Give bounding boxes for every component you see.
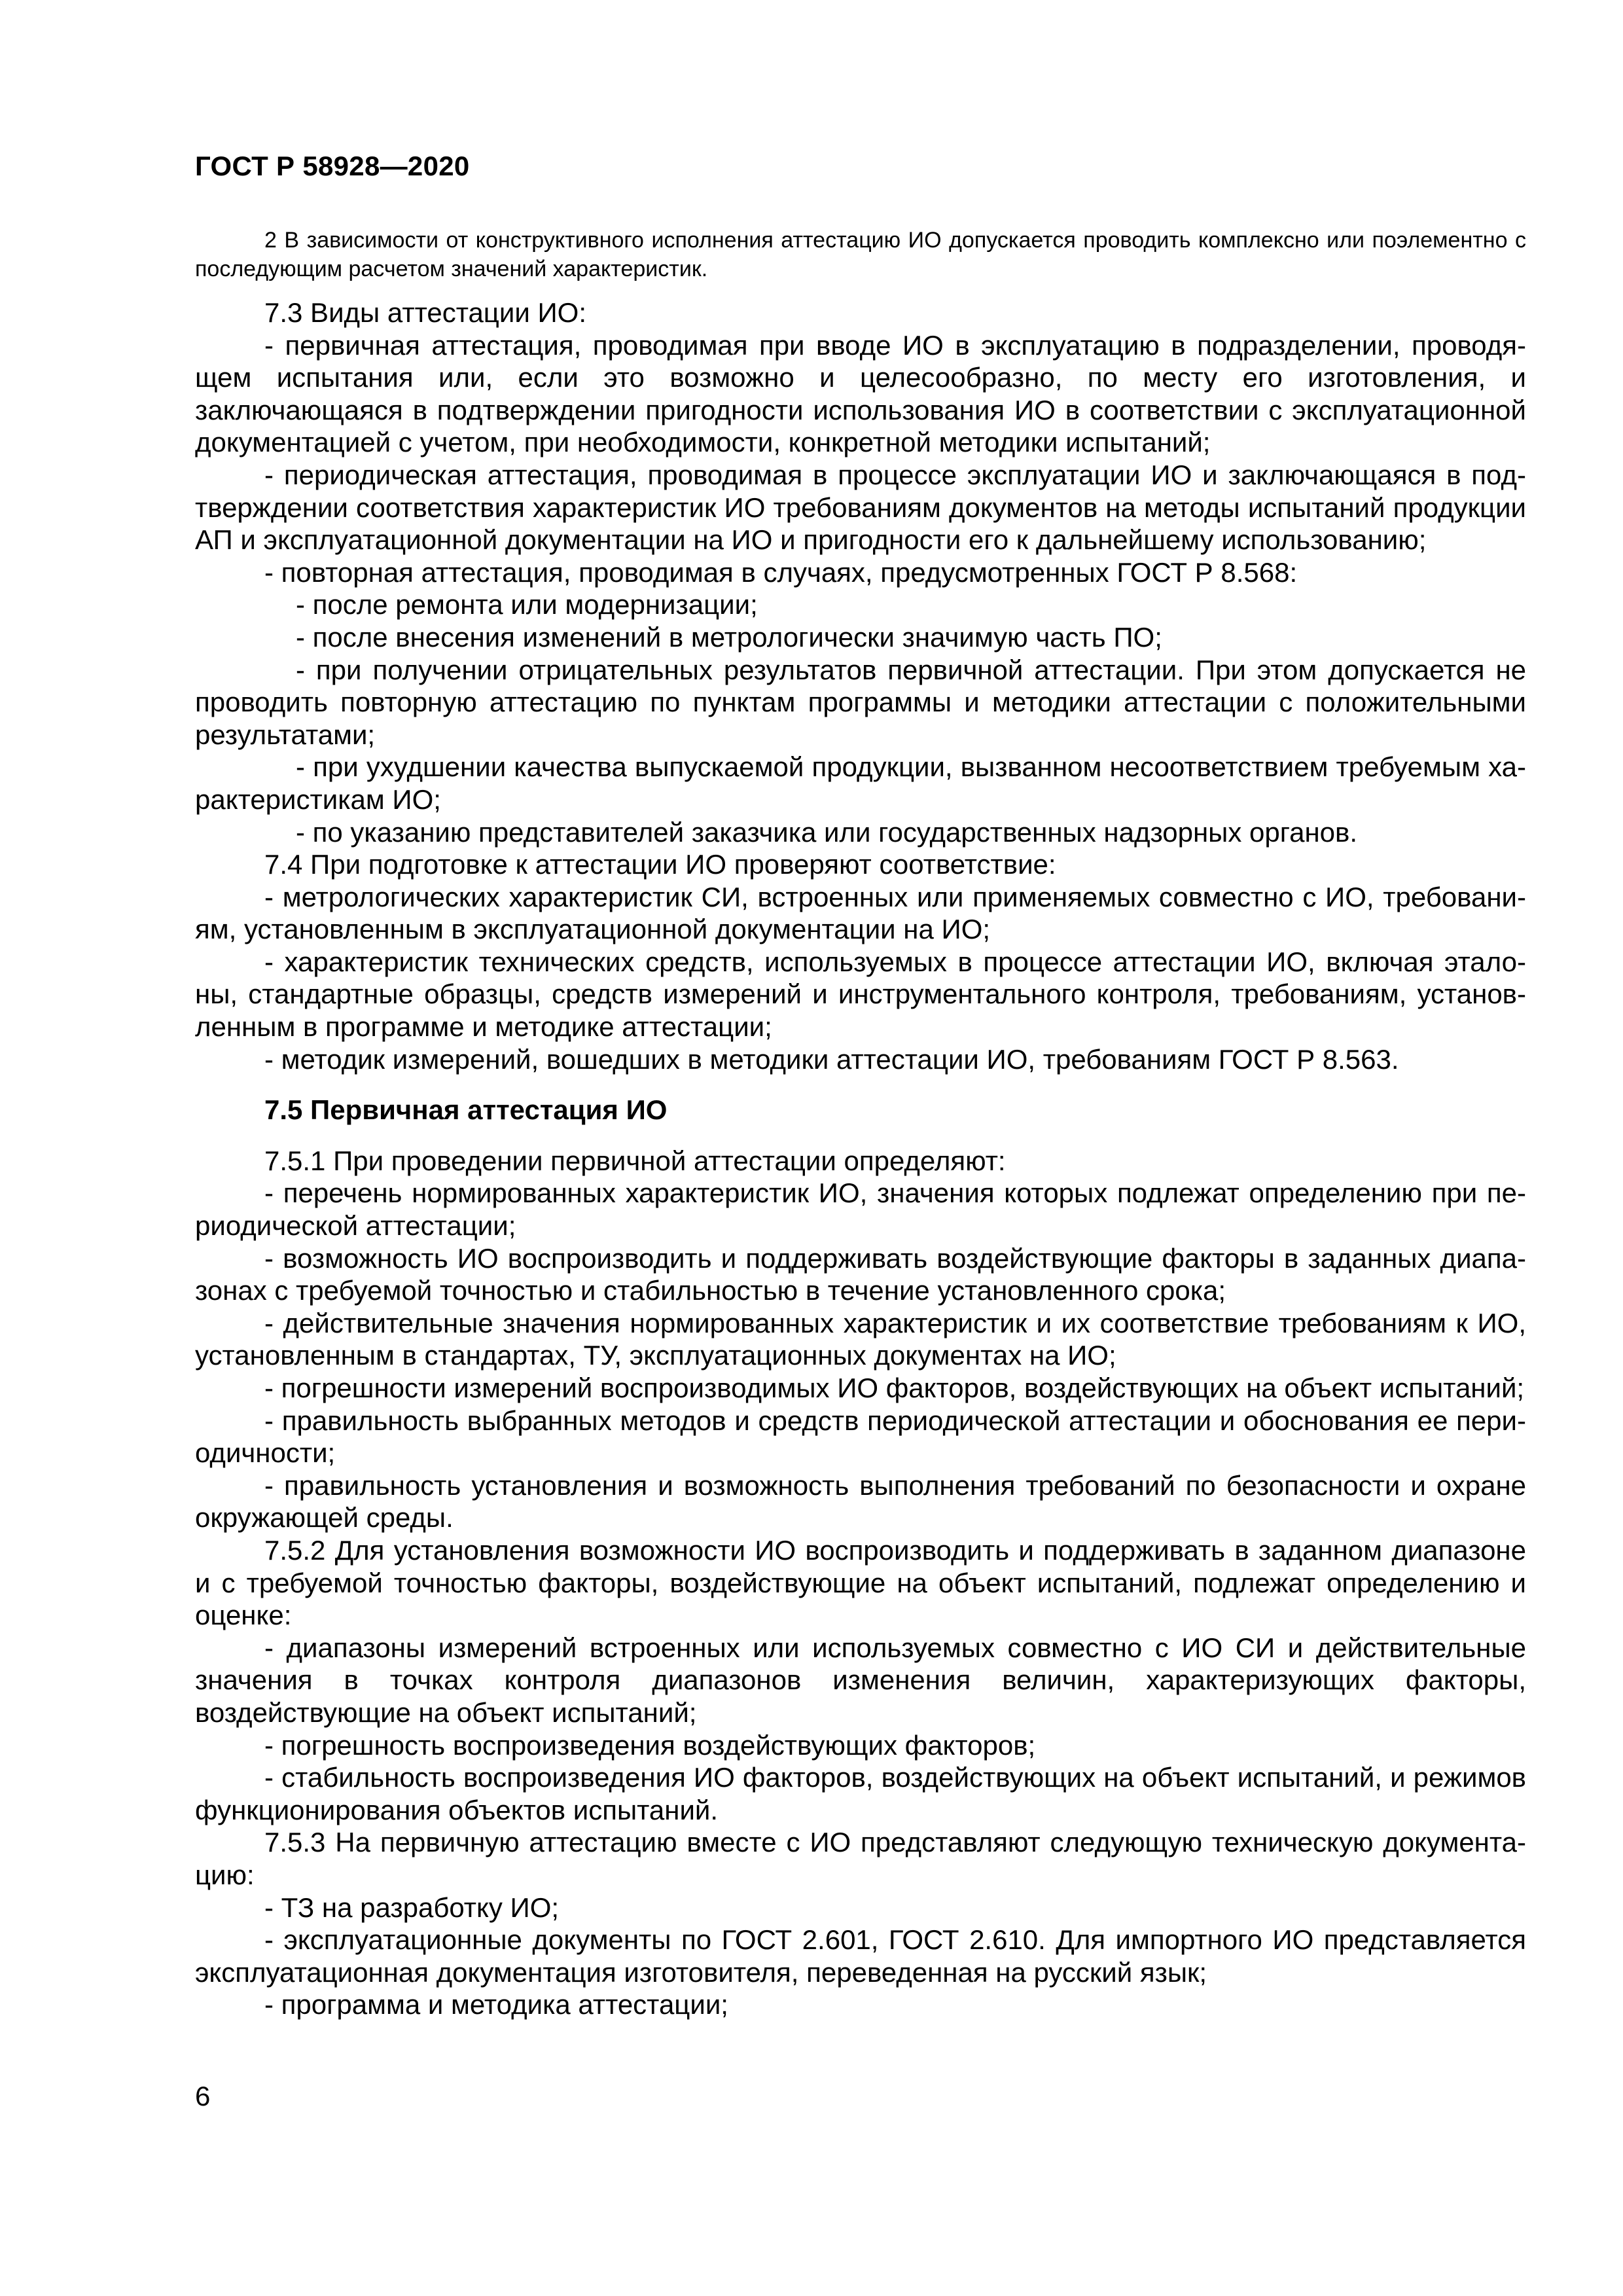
list-item-primary-attestation: - первичная аттестация, проводимая при вводе ИО в эксплуатацию в подразделении, проводящем испытания или, если это возможно и целесообразно, по месту его изготовления, и заключающаяся в подтверждении пригодности использования ИО в соответствии с эксплуатационной документацией с учетом, при необходимости, конкретной методики испытаний; xyxy=(195,329,1526,458)
list-item-reproduction-capability: - возможность ИО воспроизводить и поддерживать воздействующие факторы в заданных диапазонах с требуемой точностью и стабильностью в течение установленного срока; xyxy=(195,1242,1526,1306)
list-item-actual-values: - действительные значения нормированных характеристик и их соответствие требованиям к ИО, установленным в стандартах, ТУ, эксплуатационных документах на ИО; xyxy=(195,1307,1526,1371)
list-item-measurement-ranges: - диапазоны измерений встроенных или используемых совместно с ИО СИ и действительные значения в точках контроля диапазонов изменения величин, характеризующих факторы, воздействующие на объект испытаний; xyxy=(195,1632,1526,1728)
list-item-reproduction-error: - погрешность воспроизведения воздействующих факторов; xyxy=(264,1729,1036,1761)
list-item-operational-documents: - эксплуатационные документы по ГОСТ 2.601, ГОСТ 2.610. Для импортного ИО представляется эксплуатационная документация изготовителя, переведенная на русский язык; xyxy=(195,1924,1526,1988)
list-item-attestation-program: - программа и методика аттестации; xyxy=(264,1989,728,2020)
list-item-periodic-attestation: - периодическая аттестация, проводимая в процессе эксплуатации ИО и заключающаяся в подтверждении соответствия характеристик ИО требованиям документов на методы испытаний продукции АП и эксплуатационной документации на ИО и пригодности его к дальнейшему использованию; xyxy=(195,459,1526,556)
list-item-after-repair: - после ремонта или модернизации; xyxy=(296,589,758,620)
list-item-technical-assignment: - ТЗ на разработку ИО; xyxy=(264,1892,560,1923)
list-item-normalized-characteristics: - перечень нормированных характеристик ИО, значения которых подлежат определению при периодической аттестации; xyxy=(195,1177,1526,1242)
list-item-measurement-errors: - погрешности измерений воспроизводимых ИО факторов, воздействующих на объект испытаний; xyxy=(264,1372,1525,1403)
clause-7-5-3: 7.5.3 На первичную аттестацию вместе с ИО представляют следующую техническую документацию: xyxy=(195,1827,1526,1890)
page-content xyxy=(195,226,1526,2021)
list-item-safety-requirements: - правильность установления и возможность выполнения требований по безопасности и охране окружающей среды. xyxy=(195,1469,1526,1534)
note-text: 2 В зависимости от конструктивного исполнения аттестацию ИО допускается проводить комплексно или поэлементно с последующим расчетом значений характеристик. xyxy=(195,228,1526,281)
list-item-technical-means: - характеристик технических средств, используемых в процессе аттестации ИО, включая эталоны, стандартные образцы, средств измерений и инструментального контроля, требованиям, установленным в программе и методике аттестации; xyxy=(195,946,1526,1043)
list-item-repeat-attestation: - повторная аттестация, проводимая в случаях, предусмотренных ГОСТ Р 8.568: xyxy=(264,556,1298,588)
list-item-quality-degradation: - при ухудшении качества выпускаемой продукции, вызванном несоответствием требуемым характеристикам ИО; xyxy=(195,751,1526,815)
list-item-customer-instruction: - по указанию представителей заказчика или государственных надзорных органов. xyxy=(296,816,1358,848)
page-number: 6 xyxy=(195,2081,211,2111)
list-item-metrological-characteristics: - метрологических характеристик СИ, встроенных или применяемых совместно с ИО, требованиям, установленным в эксплуатационной документации на ИО; xyxy=(195,881,1526,945)
clause-7-3: 7.3 Виды аттестации ИО: xyxy=(264,297,586,328)
list-item-negative-results: - при получении отрицательных результатов первичной аттестации. При этом допускается не проводить повторную аттестацию по пунктам программы и методики аттестации с положительными результатами; xyxy=(195,654,1526,750)
list-item-measurement-methods: - методик измерений, вошедших в методики аттестации ИО, требованиям ГОСТ Р 8.563. xyxy=(264,1043,1399,1075)
document-code-header: ГОСТ Р 58928—2020 xyxy=(195,151,470,181)
section-heading-7-5: 7.5 Первичная аттестация ИО xyxy=(264,1094,668,1126)
list-item-after-software-change: - после внесения изменений в метрологически значимую часть ПО; xyxy=(296,621,1162,653)
list-item-reproduction-stability: - стабильность воспроизведения ИО факторов, воздействующих на объект испытаний, и режимов функционирования объектов испытаний. xyxy=(195,1762,1526,1825)
clause-7-4: 7.4 При подготовке к аттестации ИО проверяют соответствие: xyxy=(264,849,1056,880)
clause-7-5-2: 7.5.2 Для установления возможности ИО воспроизводить и поддерживать в заданном диапазоне и с требуемой точностью факторы, воздействующие на объект испытаний, подлежат определению и оценке: xyxy=(195,1534,1526,1631)
note-block xyxy=(195,226,1526,283)
list-item-method-correctness: - правильность выбранных методов и средств периодической аттестации и обоснования ее периодичности; xyxy=(195,1405,1526,1469)
clause-7-5-1: 7.5.1 При проведении первичной аттестации определяют: xyxy=(264,1145,1006,1176)
